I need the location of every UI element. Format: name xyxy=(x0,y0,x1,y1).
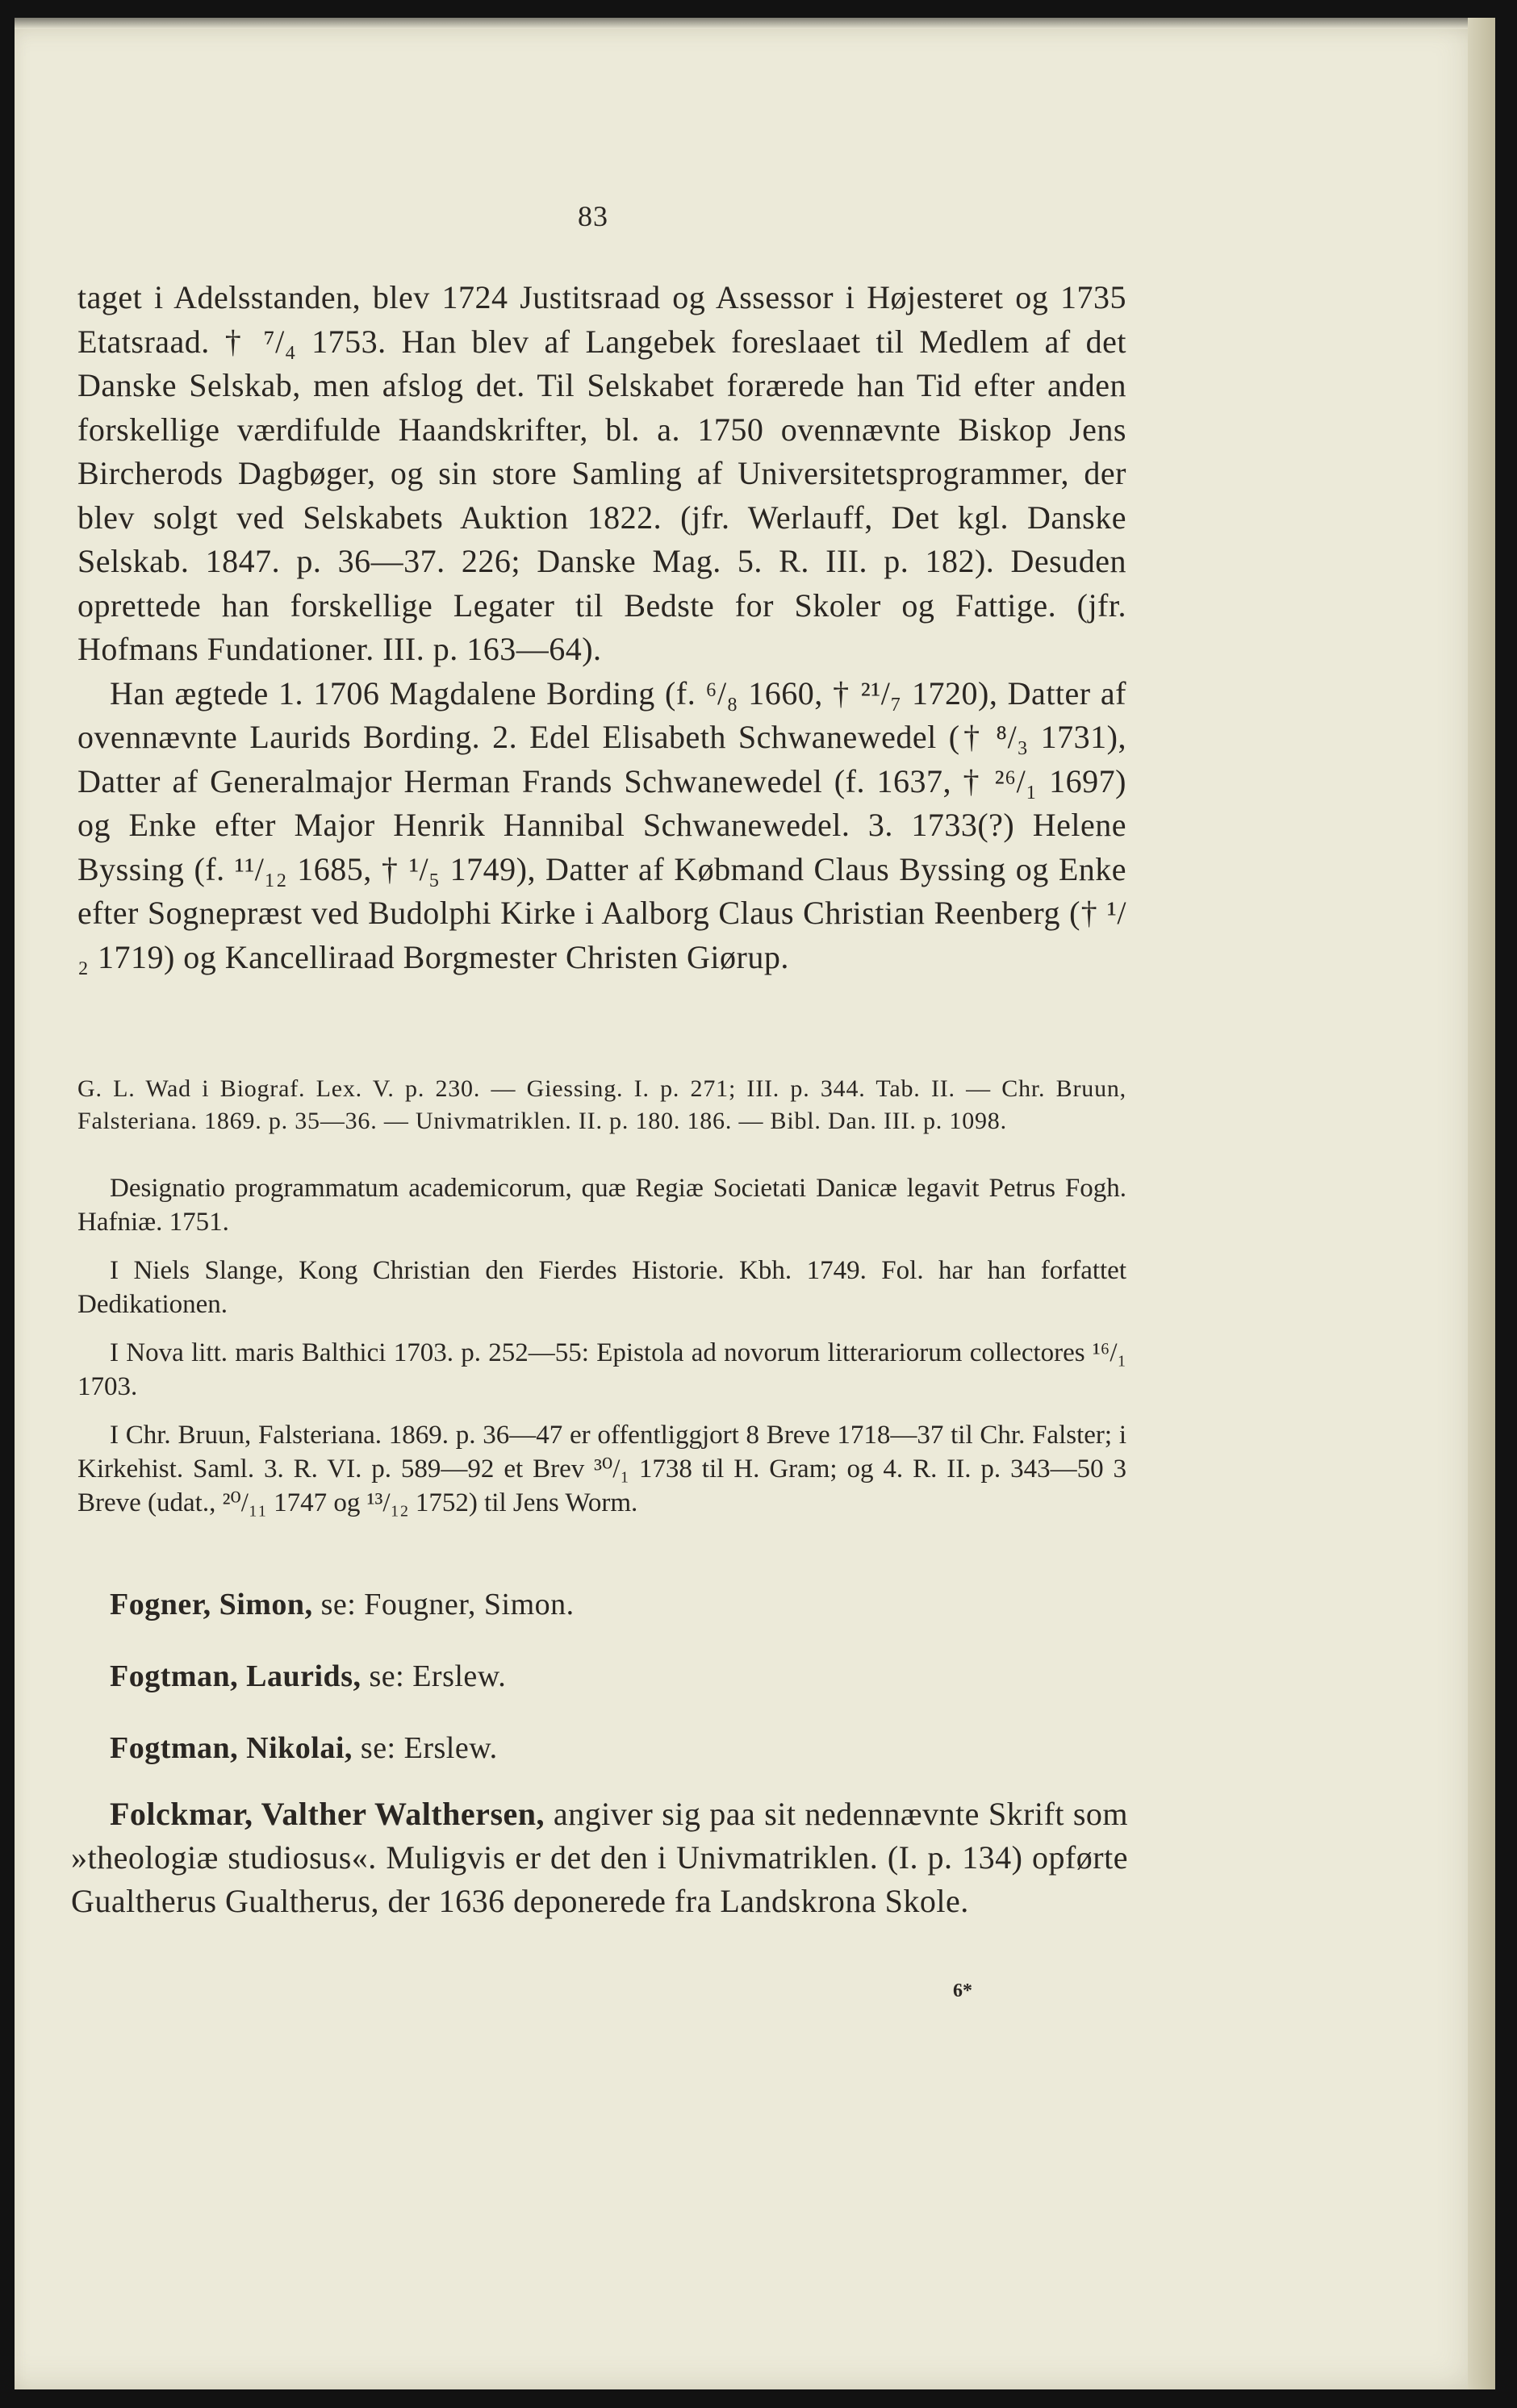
entry-text: angiver sig paa sit nedennævnte Skrift som »theologiæ studiosus«. Muligvis er det den i Univmatriklen. (I. p. 134) opførte Gualtherus Gualtherus, der 1636 deponerede fra Landskrona Skole. xyxy=(71,1796,1128,1919)
entry-folckmar xyxy=(71,1792,1128,1923)
page-number: 83 xyxy=(578,200,608,232)
crossref-target: se: Erslew. xyxy=(360,1731,498,1765)
biography-paragraph-1: taget i Adelsstanden, blev 1724 Justitsraad og Assessor i Højesteret og 1735 Etatsraad. † ⁷/₄ 1753. Han blev af Langebek foreslaaet til Medlem af det Danske Selskab, men afslog det. Til Selskabet forærede han Tid efter anden forskellige værdifulde Haandskrifter, bl. a. 1750 ovennævnte Biskop Jens Bircherods Dagbøger, og sin store Samling af Universitetsprogrammer, der blev solgt ved Selskabets Auktion 1822. (jfr. Werlauff, Det kgl. Danske Selskab. 1847. p. 36—37. 226; Danske Mag. 5. R. III. p. 182). Desuden oprettede han forskellige Legater til Bedste for Skoler og Fattige. (jfr. Hofmans Fundationer. III. p. 163—64). xyxy=(77,279,1126,667)
crossref-name: Fogtman, Laurids, xyxy=(110,1659,361,1693)
crossref-target: se: Erslew. xyxy=(369,1659,507,1693)
crossref-entry xyxy=(110,1730,498,1766)
crossref-entry xyxy=(110,1587,575,1622)
work-note: Designatio programmatum academicorum, quæ Regiæ Societati Danicæ legavit Petrus Fogh. Hafniæ. 1751. xyxy=(77,1174,1126,1237)
biography-paragraph-2: Han ægtede 1. 1706 Magdalene Bording (f. ⁶/₈ 1660, † ²¹/₇ 1720), Datter af ovennævnte Laurids Bording. 2. Edel Elisabeth Schwanewedel († ⁸/₃ 1731), Datter af Generalmajor Herman Frands Schwanewedel (f. 1637, † ²⁶/₁ 1697) og Enke efter Major Henrik Hannibal Schwanewedel. 3. 1733(?) Helene Byssing (f. ¹¹/₁₂ 1685, † ¹/₅ 1749), Datter af Købmand Claus Byssing og Enke efter Sognepræst ved Budolphi Kirke i Aalborg Claus Christian Reenberg († ¹/₂ 1719) og Kancelliraad Borgmester Christen Giørup. xyxy=(77,674,1126,975)
work-note: I Chr. Bruun, Falsteriana. 1869. p. 36—47 er offentliggjort 8 Breve 1718—37 til Chr. Falster; i Kirkehist. Saml. 3. R. VI. p. 589—92 et Brev ³⁰/₁ 1738 til H. Gram; og 4. R. II. p. 343—50 3 Breve (udat., ²⁰/₁₁ 1747 og ¹³/₁₂ 1752) til Jens Worm. xyxy=(77,1421,1126,1517)
work-note: I Nova litt. maris Balthici 1703. p. 252—55: Epistola ad novorum litterariorum collectores ¹⁶/₁ 1703. xyxy=(77,1338,1126,1401)
crossref-target: se: Fougner, Simon. xyxy=(320,1588,575,1621)
crossref-name: Fogtman, Nikolai, xyxy=(110,1731,353,1765)
biography-text xyxy=(77,276,1126,979)
book-page xyxy=(15,18,1495,2389)
crossref-name: Fogner, Simon, xyxy=(110,1588,313,1621)
page-top-shadow xyxy=(15,18,1495,29)
work-note: I Niels Slange, Kong Christian den Fierdes Historie. Kbh. 1749. Fol. har han forfattet Dedikationen. xyxy=(77,1256,1126,1319)
crossref-entry xyxy=(110,1659,506,1694)
references: G. L. Wad i Biograf. Lex. V. p. 230. — Giessing. I. p. 271; III. p. 344. Tab. II. — Chr. Bruun, Falsteriana. 1869. p. 35—36. — Univmatriklen. II. p. 180. 186. — Bibl. Dan. III. p. 1098. xyxy=(77,1075,1126,1134)
signature-mark: 6* xyxy=(953,1980,972,2001)
works-notes xyxy=(77,1171,1126,1534)
page-fore-edge xyxy=(1468,18,1495,2389)
entry-name: Folckmar, Valther Walthersen, xyxy=(110,1796,545,1832)
